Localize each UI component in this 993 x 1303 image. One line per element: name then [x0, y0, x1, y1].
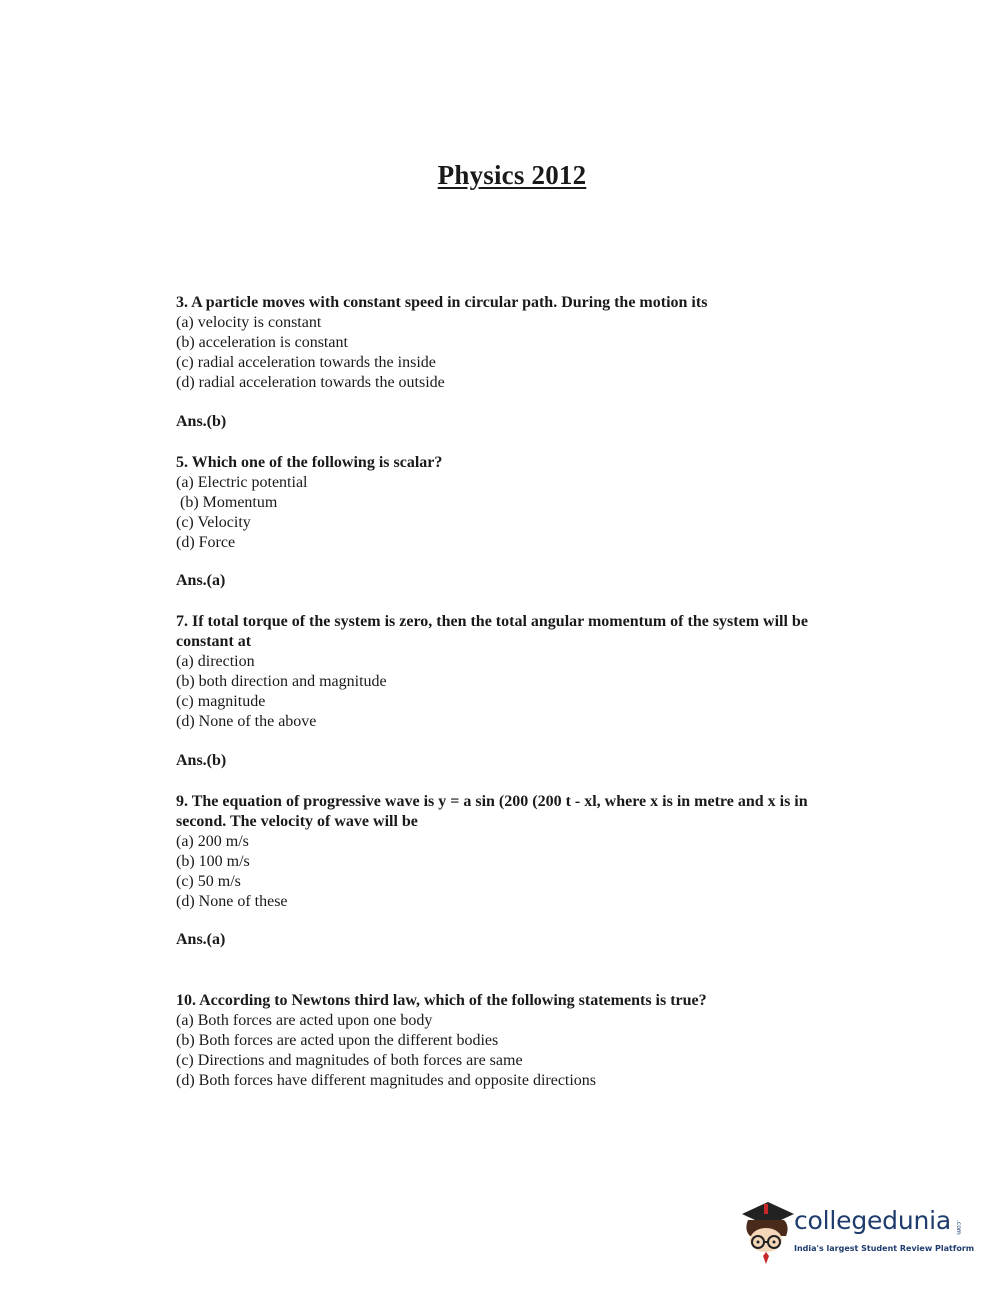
collegedunia-logo [736, 1196, 975, 1276]
page-title: Physics 2012 [437, 160, 587, 190]
mascot-icon [736, 1196, 796, 1266]
option-b: (b) both direction and magnitude [176, 672, 387, 690]
question-9 [176, 792, 856, 911]
answer-7: Ans.(b) [176, 752, 227, 769]
option-b: (b) Both forces are acted upon the different bodies [176, 1031, 499, 1049]
question-stem: 3. A particle moves with constant speed in circular path. During the motion its [176, 294, 708, 311]
option-b: (b) Momentum [180, 493, 278, 511]
question-5 [176, 453, 856, 553]
option-d: (d) radial acceleration towards the outside [176, 373, 445, 391]
option-d: (d) Both forces have different magnitudes and opposite directions [176, 1071, 597, 1089]
option-c: (c) 50 m/s [176, 872, 241, 890]
logo-brand: collegedunia [794, 1206, 951, 1235]
answer-5: Ans.(a) [176, 572, 226, 589]
option-a: (a) 200 m/s [176, 832, 249, 850]
question-stem: 7. If total torque of the system is zero, then the total angular momentum of the system will be constant at [176, 613, 808, 650]
answer-3: Ans.(b) [176, 413, 227, 430]
question-7 [176, 612, 856, 731]
logo-dotcom: .com [955, 1220, 962, 1235]
option-d: (d) Force [176, 533, 236, 551]
option-a: (a) direction [176, 652, 255, 670]
option-c: (c) magnitude [176, 692, 266, 710]
question-stem: 10. According to Newtons third law, which of the following statements is true? [176, 992, 707, 1009]
question-3 [176, 293, 856, 393]
option-a: (a) Electric potential [176, 473, 308, 491]
option-c: (c) radial acceleration towards the inside [176, 353, 436, 371]
option-c: (c) Velocity [176, 513, 251, 531]
option-c: (c) Directions and magnitudes of both forces are same [176, 1051, 523, 1069]
question-stem: 5. Which one of the following is scalar? [176, 454, 443, 471]
option-d: (d) None of the above [176, 712, 317, 730]
answer-9: Ans.(a) [176, 931, 226, 948]
option-a: (a) velocity is constant [176, 313, 322, 331]
question-10 [176, 991, 856, 1091]
logo-tagline: India's largest Student Review Platform [794, 1244, 975, 1253]
question-stem: 9. The equation of progressive wave is y = a sin (200 (200 t - xl, where x is in metre and x is in second. The velocity of wave will be [176, 793, 808, 830]
option-b: (b) acceleration is constant [176, 333, 348, 351]
option-b: (b) 100 m/s [176, 852, 250, 870]
option-d: (d) None of these [176, 892, 288, 910]
option-a: (a) Both forces are acted upon one body [176, 1011, 433, 1029]
